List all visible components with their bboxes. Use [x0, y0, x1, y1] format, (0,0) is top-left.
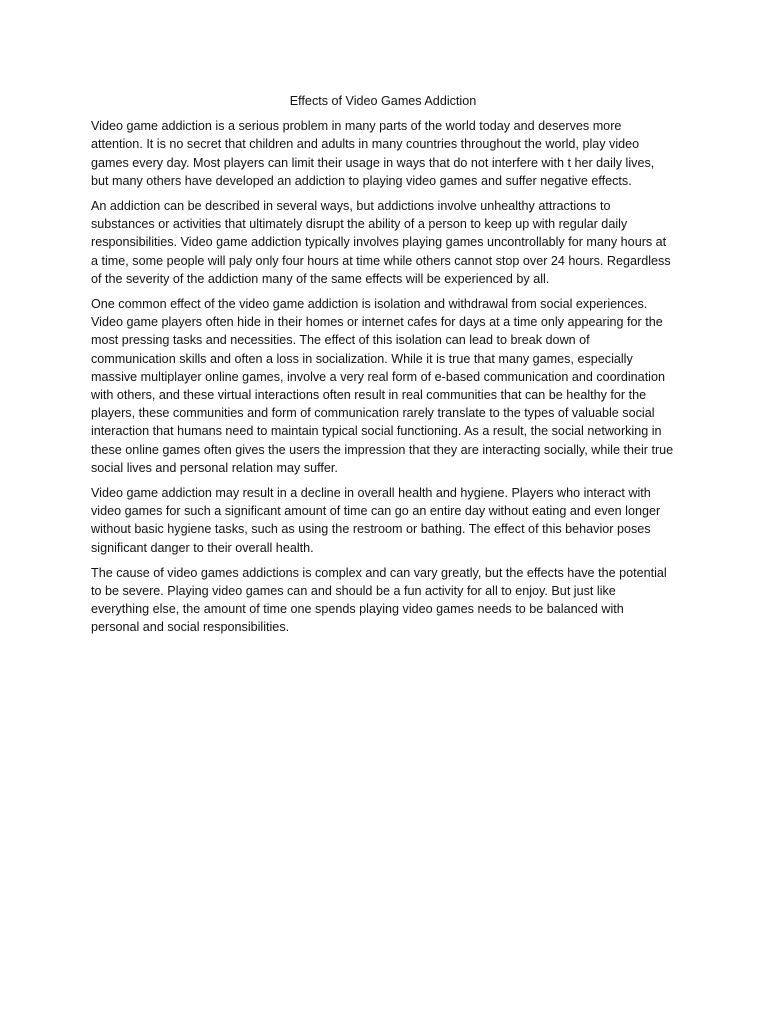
paragraph-3: One common effect of the video game addiction is isolation and withdrawal from social experiences. Video game players often hide in their homes or internet cafes for days at a time only appearing for the most pressing tasks and necessities. The effect of this isolation can lead to break down of communication skills and often a loss in socialization. While it is true that many games, especially massive multiplayer online games, involve a very real form of e-based communication and coordination with others, and these virtual interactions often result in real communities that can be healthy for the players, these communities and form of communication rarely translate to the types of valuable social interaction that humans need to maintain typical social functioning. As a result, the social networking in these online games often gives the users the impression that they are interacting socially, while their true social lives and personal relation may suffer. [91, 297, 674, 475]
document-body [91, 92, 675, 644]
paragraph-1: Video game addiction is a serious problem in many parts of the world today and deserves more attention. It is no secret that children and adults in many countries throughout the world, play video games every day. Most players can limit their usage in ways that do not interfere with t her daily lives, but many others have developed an addiction to playing video games and suffer negative effects. [91, 119, 655, 188]
paragraph-5: The cause of video games addictions is complex and can vary greatly, but the effects have the potential to be severe. Playing video games can and should be a fun activity for all to enjoy. But just like everything else, the amount of time one spends playing video games needs to be balanced with personal and social responsibilities. [91, 565, 667, 635]
document-title: Effects of Video Games Addiction [289, 94, 477, 108]
paragraph-2: An addiction can be described in several ways, but addictions involve unhealthy attractions to substances or activities that ultimately disrupt the ability of a person to keep up with regular daily responsibilities. Video game addiction typically involves playing games uncontrollably for many hours at a time, some people will paly only four hours at time while others cannot stop over 24 hours. Regardless of the severity of the addiction many of the same effects will be experienced by all. [91, 199, 671, 286]
paragraph-4: Video game addiction may result in a decline in overall health and hygiene. Players who interact with video games for such a significant amount of time can go an entire day without eating and even longer without basic hygiene tasks, such as using the restroom or bathing. The effect of this behavior poses significant danger to their overall health. [91, 486, 661, 555]
